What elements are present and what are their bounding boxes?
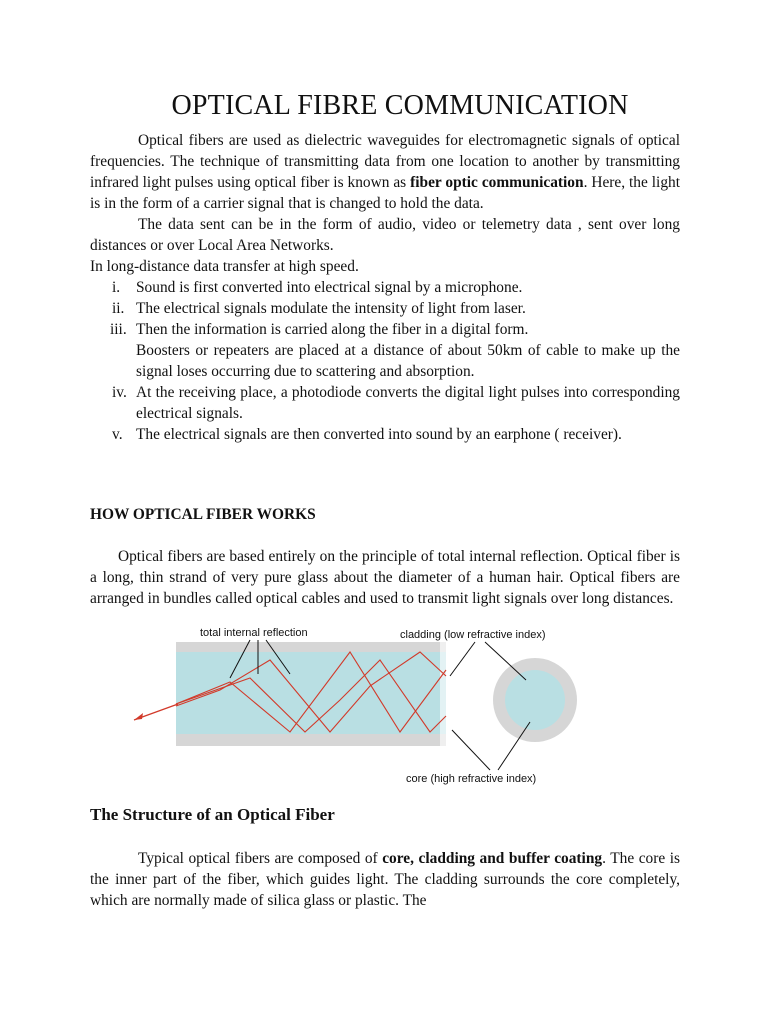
page-title: OPTICAL FIBRE COMMUNICATION [171,90,629,121]
structure-end: . The core is the inner part of the fiber, which guides light. The cladding surrounds the core completely, which are normally made of silica glass or plastic. The [90,850,681,909]
list-item-number: i. [112,279,121,296]
list-item-text: The electrical signals are then converted into sound by an earphone ( receiver). [136,426,622,443]
list-item-number: ii. [112,300,125,317]
intro-paragraph-1 [90,130,680,214]
how-section [90,546,680,609]
ray-arrowhead [134,713,143,720]
intro-section [90,130,680,445]
how-paragraph: Optical fibers are based entirely on the principle of total internal reflection. Optical fiber is a long, thin strand of very pure glass about the diameter of a human hair. Optical fibers are arranged in bundles called optical cables and used to transmit light signals over long distances. [90,548,680,607]
list-item [90,382,680,424]
structure-section [90,848,680,911]
list-item-number: v. [112,426,123,443]
intro-paragraph-3: In long-distance data transfer at high speed. [90,258,359,275]
list-item-number: iii. [110,321,127,338]
structure-start: Typical optical fibers are composed of [138,850,383,867]
label-core: core (high refractive index) [406,773,537,785]
structure-paragraph [90,848,680,911]
fiber-diagram [130,620,600,790]
list-item [90,298,680,319]
list-item [90,319,680,340]
list-item-text: Then the information is carried along the fiber in a digital form. [136,321,529,338]
how-heading: HOW OPTICAL FIBER WORKS [90,506,316,523]
intro-paragraph-2: The data sent can be in the form of audio, video or telemetry data , sent over long distances or over Local Area Networks. [90,216,680,254]
structure-bold: core, cladding and buffer coating [382,850,603,867]
fiber-core [176,652,446,734]
structure-heading: The Structure of an Optical Fiber [90,805,335,824]
intro-p1-start: Optical fibers are used as dielectric waveguides for electromagnetic signals of optical frequencies. The technique of transmitting data from one location to another by transmitting infrared light pulses using optical fiber is known as [90,132,680,191]
list-item-text: At the receiving place, a photodiode converts the digital light pulses into corresponding electrical signals. [136,384,680,422]
steps-list [90,277,680,445]
cross-section-core [505,670,565,730]
list-item [90,277,680,298]
list-item [90,424,680,445]
intro-p1-end: . Here, the light is in the form of a carrier signal that is changed to hold the data. [90,174,680,212]
list-item-text: Sound is first converted into electrical signal by a microphone. [136,279,523,296]
label-total-internal-reflection: total internal reflection [200,627,308,639]
list-item-number: iv. [112,384,127,401]
intro-p1-bold: fiber optic communication [410,174,584,191]
list-item [90,340,680,382]
fiber-end-cap [440,642,446,746]
label-cladding: cladding (low refractive index) [400,629,546,641]
list-item-text: The electrical signals modulate the intensity of light from laser. [136,300,526,317]
list-item-text: Boosters or repeaters are placed at a distance of about 50km of cable to make up the signal loses occurring due to scattering and absorption. [136,342,680,380]
